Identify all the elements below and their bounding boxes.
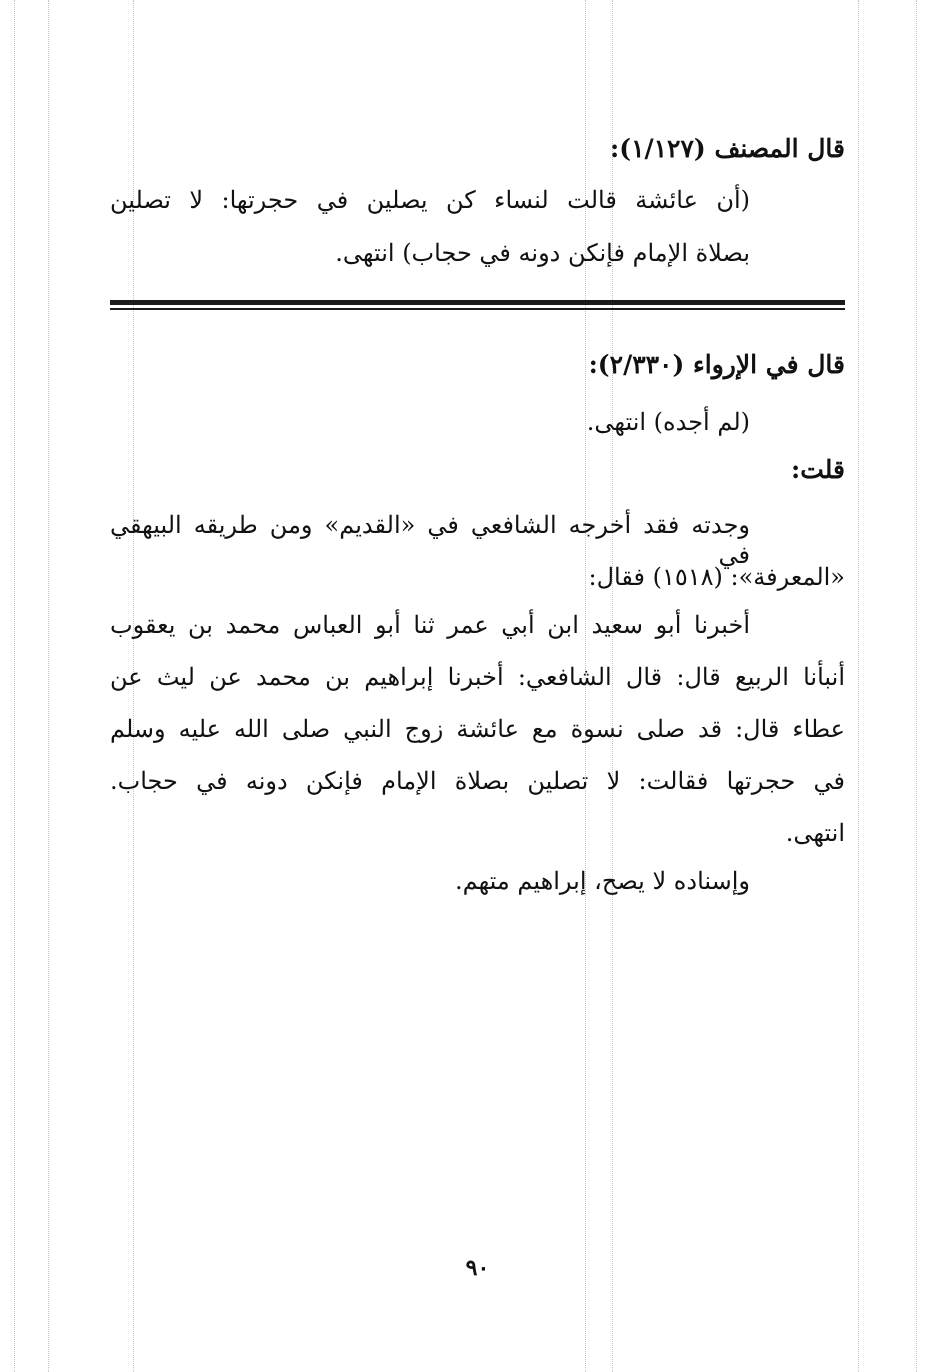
section-heading-irwa: قال في الإرواء (٢/٣٣٠):	[588, 350, 845, 379]
section-heading-qultu: قلت:	[790, 455, 845, 484]
quote-line: بصلاة الإمام فإنكن دونه في حجاب) انتهى.	[335, 239, 750, 267]
scan-artifact-line	[916, 0, 917, 1372]
section-heading-author: قال المصنف (١/١٢٧):	[610, 134, 845, 163]
body-line: انتهى.	[785, 819, 845, 847]
body-line: وإسناده لا يصح، إبراهيم متهم.	[454, 867, 750, 895]
scan-artifact-line	[14, 0, 15, 1372]
body-line: في حجرتها فقالت: لا تصلين بصلاة الإمام فإنكن دونه في حجاب.	[110, 767, 845, 795]
page-number: ٩٠	[465, 1255, 490, 1281]
body-line: أخبرنا أبو سعيد ابن أبي عمر ثنا أبو العباس محمد بن يعقوب	[110, 611, 750, 639]
body-line: عطاء قال: قد صلى نسوة مع عائشة زوج النبي صلى الله عليه وسلم	[110, 715, 845, 743]
body-line: وجدته فقد أخرجه الشافعي في «القديم» ومن طريقه البيهقي في	[110, 511, 750, 569]
body-line: «المعرفة»: (١٥١٨) فقال:	[588, 563, 845, 591]
scan-artifact-line	[48, 0, 49, 1372]
book-page	[110, 0, 845, 1372]
double-rule-divider	[110, 300, 845, 311]
quote-line: (لم أجده) انتهى.	[586, 408, 750, 436]
quote-line: (أن عائشة قالت لنساء كن يصلين في حجرتها: لا تصلين	[110, 186, 750, 214]
body-line: أنبأنا الربيع قال: قال الشافعي: أخبرنا إبراهيم بن محمد عن ليث عن	[110, 663, 845, 691]
scan-artifact-line	[858, 0, 859, 1372]
